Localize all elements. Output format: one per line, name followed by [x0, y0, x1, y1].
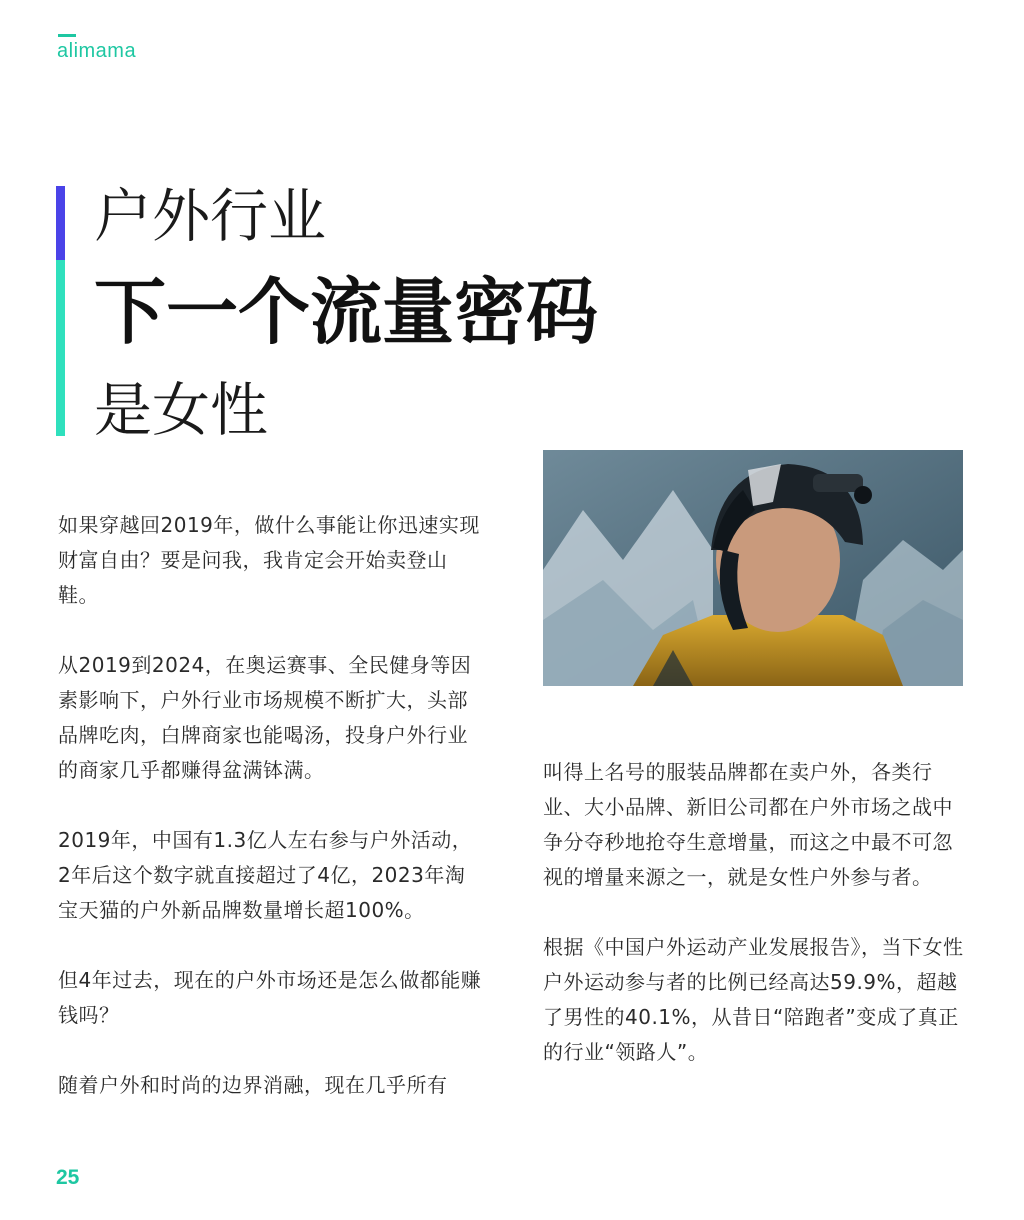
hiker-photo-illustration: [543, 450, 963, 686]
right-column: [543, 755, 965, 1105]
right-paragraph-1: 叫得上名号的服装品牌都在卖户外，各类行业、大小品牌、新旧公司都在户外市场之战中争分夺秒地抢夺生意增量，而这之中最不可忽视的增量来源之一，就是女性户外参与者。: [543, 760, 953, 889]
right-paragraph-2: 根据《中国户外运动产业发展报告》，当下女性户外运动参与者的比例已经高达59.9%，超越了男性的40.1%，从昔日“陪跑者”变成了真正的行业“领路人”。: [543, 935, 964, 1064]
left-column: [58, 508, 483, 1138]
left-paragraph-1: 如果穿越回2019年，做什么事能让你迅速实现财富自由？要是问我，我肯定会开始卖登山鞋。: [58, 513, 480, 607]
title-accent-bar-blue: [56, 186, 65, 260]
page-number: 25: [56, 1166, 80, 1189]
left-paragraph-3: 2019年，中国有1.3亿人左右参与户外活动，2年后这个数字就直接超过了4亿，2023年淘宝天猫的户外新品牌数量增长超100%。: [58, 828, 473, 922]
title-line-2: 下一个流量密码: [94, 270, 599, 354]
hiker-photo: [543, 450, 963, 686]
title-accent-bar-mint: [56, 260, 65, 436]
left-paragraph-4: 但4年过去，现在的户外市场还是怎么做都能赚钱吗？: [58, 968, 482, 1027]
left-paragraph-2: 从2019到2024，在奥运赛事、全民健身等因素影响下，户外行业市场规模不断扩大，头部品牌吃肉，白牌商家也能喝汤，投身户外行业的商家几乎都赚得盆满钵满。: [58, 653, 472, 782]
title-line-3: 是女性: [94, 376, 269, 444]
title-line-1: 户外行业: [94, 182, 327, 250]
brand-logo-text: alimama: [57, 40, 137, 62]
brand-dash: [58, 34, 76, 37]
left-paragraph-5: 随着户外和时尚的边界消融，现在几乎所有: [58, 1073, 448, 1097]
